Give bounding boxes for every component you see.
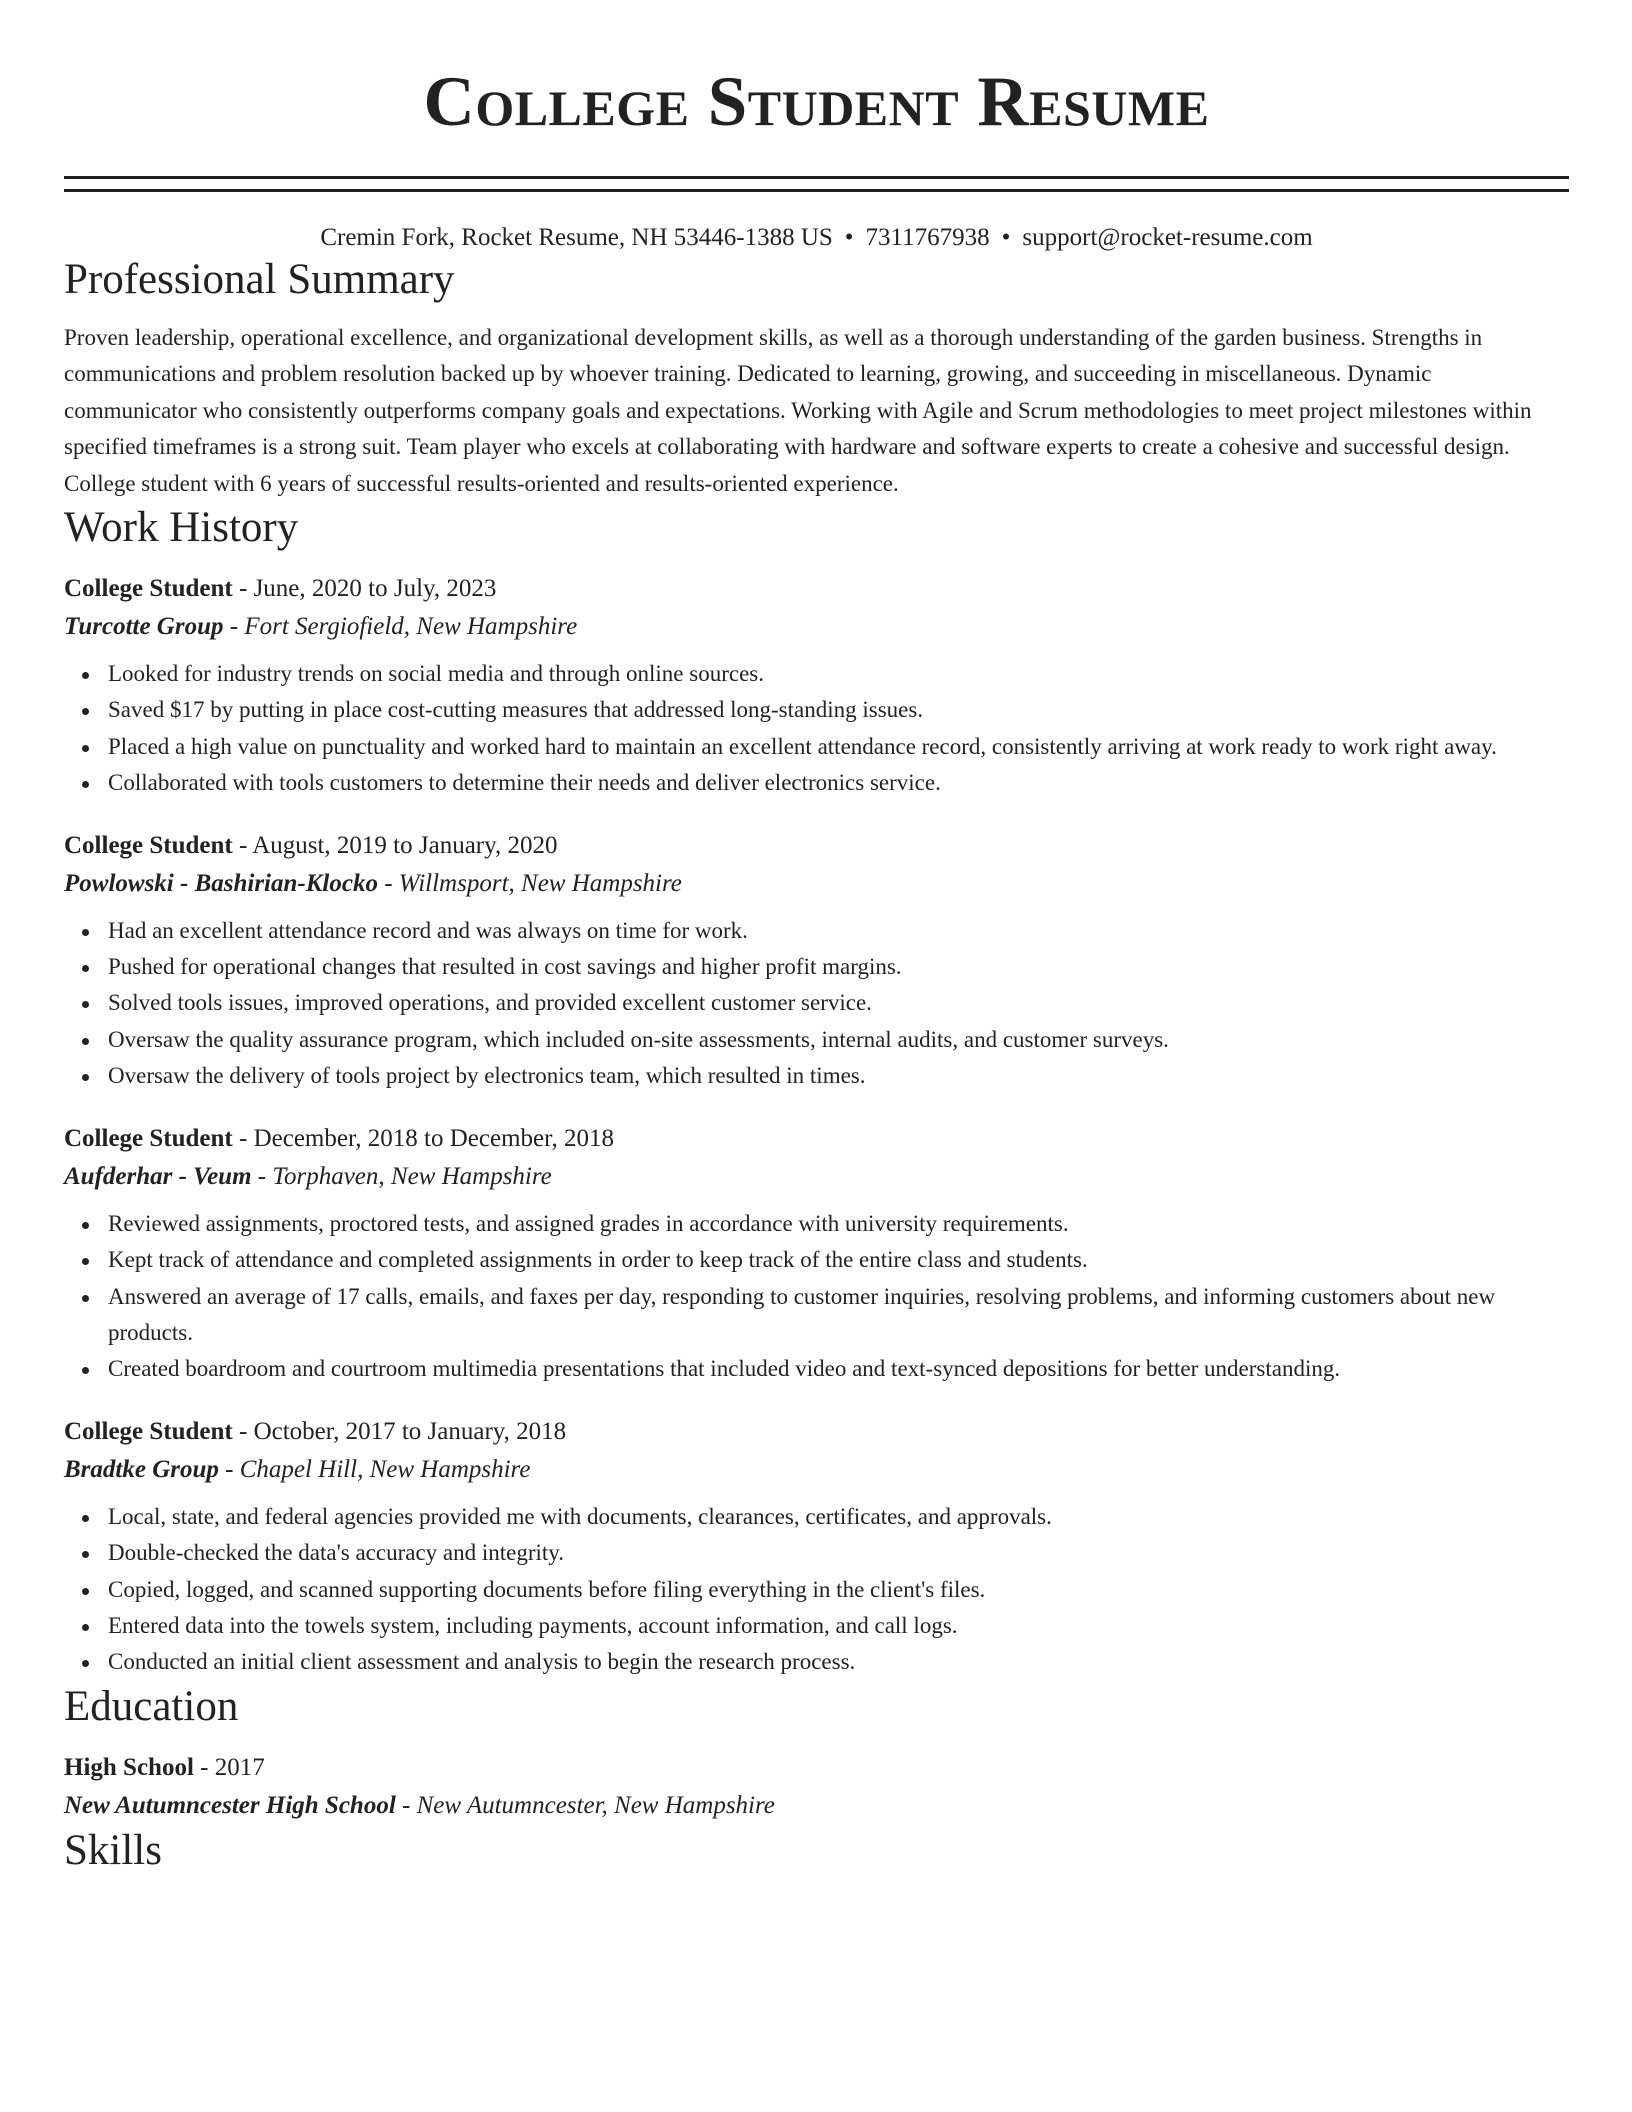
job-dates: - June, 2020 to July, 2023 <box>232 575 497 603</box>
summary-heading: Professional Summary <box>64 256 455 303</box>
job-location: - Torphaven, New Hampshire <box>251 1162 552 1190</box>
education-entry <box>64 1749 1569 1825</box>
job-entry <box>64 570 1569 802</box>
job-title-line <box>64 1120 1569 1158</box>
job-title-line <box>64 1413 1569 1451</box>
job-location: - Chapel Hill, New Hampshire <box>218 1455 531 1483</box>
resume-title: College Student Resume <box>423 63 1210 141</box>
job-bullet: Kept track of attendance and completed assignments in order to keep track of the entire class and students. <box>108 1242 1569 1278</box>
job-bullet: Solved tools issues, improved operations, and provided excellent customer service. <box>108 985 1569 1021</box>
job-dates: - December, 2018 to December, 2018 <box>232 1124 614 1152</box>
job-company: Powlowski - Bashirian-Klocko <box>64 869 378 897</box>
job-bullet: Looked for industry trends on social media and through online sources. <box>108 656 1569 692</box>
job-location: - Fort Sergiofield, New Hampshire <box>223 613 578 641</box>
job-bullet: Had an excellent attendance record and was always on time for work. <box>108 913 1569 949</box>
job-company-line <box>64 608 1569 646</box>
contact-email: support@rocket-resume.com <box>1022 224 1313 251</box>
job-bullet: Reviewed assignments, proctored tests, and assigned grades in accordance with university requirements. <box>108 1206 1569 1242</box>
job-title: College Student <box>64 1417 233 1445</box>
education-heading: Education <box>64 1682 239 1730</box>
education-year: - 2017 <box>193 1753 265 1781</box>
job-bullet: Placed a high value on punctuality and worked hard to maintain an excellent attendance record, consistently arriving at work ready to work right away. <box>108 729 1569 765</box>
job-company: Aufderhar - Veum <box>64 1162 252 1190</box>
education-degree: High School <box>64 1753 194 1781</box>
job-bullet: Copied, logged, and scanned supporting documents before filing everything in the client's files. <box>108 1572 1569 1608</box>
education-school: New Autumncester High School <box>64 1791 396 1819</box>
education-location: - New Autumncester, New Hampshire <box>395 1791 775 1819</box>
job-company: Turcotte Group <box>64 613 224 641</box>
contact-address: Cremin Fork, Rocket Resume, NH 53446-1388 US <box>320 224 833 251</box>
contact-separator: • <box>844 224 854 251</box>
job-bullets <box>64 913 1569 1095</box>
job-entry <box>64 1413 1569 1681</box>
job-bullet: Entered data into the towels system, including payments, account information, and call logs. <box>108 1608 1569 1644</box>
job-bullet: Collaborated with tools customers to determine their needs and deliver electronics service. <box>108 765 1569 801</box>
job-dates: - October, 2017 to January, 2018 <box>232 1417 567 1445</box>
work-history-heading: Work History <box>64 504 299 552</box>
job-bullet: Double-checked the data's accuracy and integrity. <box>108 1535 1569 1571</box>
job-bullet: Oversaw the delivery of tools project by electronics team, which resulted in times. <box>108 1058 1569 1094</box>
job-bullet: Answered an average of 17 calls, emails, and faxes per day, responding to customer inquiries, resolving problems, and informing customers about new products. <box>108 1279 1569 1352</box>
resume-page <box>64 0 1569 1877</box>
job-title: College Student <box>64 575 233 603</box>
job-bullet: Created boardroom and courtroom multimedia presentations that included video and text-synced depositions for better understanding. <box>108 1351 1569 1387</box>
job-company-line <box>64 1158 1569 1196</box>
job-bullet: Conducted an initial client assessment and analysis to begin the research process. <box>108 1644 1569 1680</box>
job-company: Bradtke Group <box>64 1455 219 1483</box>
job-company-line <box>64 1451 1569 1489</box>
job-bullets <box>64 1206 1569 1388</box>
job-bullet: Saved $17 by putting in place cost-cutting measures that addressed long-standing issues. <box>108 692 1569 728</box>
job-bullets <box>64 656 1569 802</box>
job-dates: - August, 2019 to January, 2020 <box>232 831 558 859</box>
contact-phone: 7311767938 <box>865 224 990 251</box>
job-bullet: Pushed for operational changes that resulted in cost savings and higher profit margins. <box>108 949 1569 985</box>
job-title-line <box>64 570 1569 608</box>
job-title-line <box>64 827 1569 865</box>
job-bullet: Oversaw the quality assurance program, which included on-site assessments, internal audits, and customer surveys. <box>108 1022 1569 1058</box>
job-company-line <box>64 865 1569 903</box>
job-bullets <box>64 1499 1569 1681</box>
title-double-rule <box>64 176 1569 192</box>
skills-heading: Skills <box>64 1826 162 1874</box>
job-title: College Student <box>64 1124 233 1152</box>
summary-text: Proven leadership, operational excellence, and organizational development skills, as well as a thorough understanding of the garden business. Strengths in communications and problem resolution backed up by whoever training. Dedicated to learning, growing, and succeeding in miscellaneous. Dynamic communicator who consistently outperforms company goals and expectations. Working with Agile and Scrum methodologies to meet project milestones within specified timeframes is a strong suit. Team player who excels at collaborating with hardware and software experts to create a cohesive and successful design. College student with 6 years of successful results-oriented and results-oriented experience. <box>64 325 1532 496</box>
education-degree-line <box>64 1749 1569 1787</box>
job-entry <box>64 1120 1569 1388</box>
job-title: College Student <box>64 831 233 859</box>
job-entry <box>64 827 1569 1095</box>
job-location: - Willmsport, New Hampshire <box>377 869 682 897</box>
contact-line <box>64 222 1569 254</box>
contact-separator: • <box>1001 224 1011 251</box>
job-bullet: Local, state, and federal agencies provided me with documents, clearances, certificates, and approvals. <box>108 1499 1569 1535</box>
education-school-line <box>64 1787 1569 1825</box>
